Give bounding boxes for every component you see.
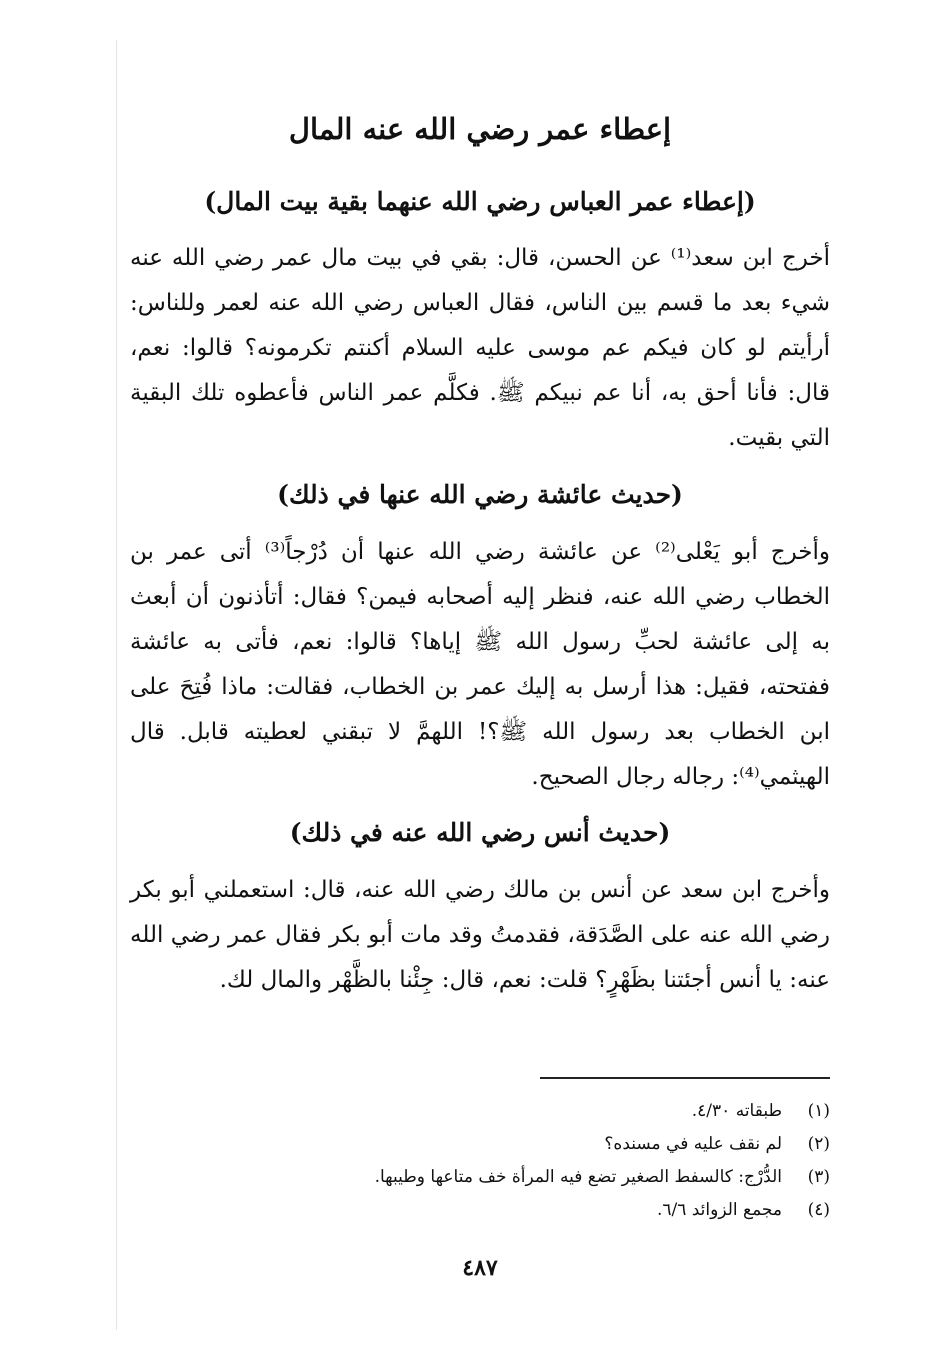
footnotes-list bbox=[300, 1095, 830, 1227]
footnote-item bbox=[300, 1128, 830, 1161]
footnote-number: (٤) bbox=[807, 1200, 830, 1220]
footnote-text: طبقاته ٤/٣٠. bbox=[691, 1101, 782, 1121]
footnote-item bbox=[300, 1161, 830, 1194]
section-heading-anas: (حديث أنس رضي الله عنه في ذلك) bbox=[289, 818, 671, 847]
paragraph-abbas: أخرج ابن سعد⁽¹⁾ عن الحسن، قال: بقي في بيت مال عمر رضي الله عنه شيء بعد ما قسم بين الناس، فقال العباس رضي الله عنه لعمر وللناس: أرأيتم لو كان فيكم عم موسى عليه السلام أكنتم تكرمونه؟ قالوا: نعم، قال: فأنا أحق به، أنا عم نبيكم ﷺ. فكلَّم عمر الناس فأعطوه تلك البقية التي بقيت. bbox=[130, 245, 831, 451]
page-title: إعطاء عمر رضي الله عنه المال bbox=[288, 112, 672, 146]
footnote-text: الدُّرْج: كالسفط الصغير تضع فيه المرأة خف متاعها وطيبها. bbox=[374, 1167, 782, 1187]
section-heading-abbas: (إعطاء عمر العباس رضي الله عنهما بقية بيت المال) bbox=[204, 187, 756, 216]
footnote-text: لم نقف عليه في مسنده؟ bbox=[604, 1134, 782, 1154]
scan-edge-line bbox=[116, 40, 117, 1330]
paragraph-anas: وأخرج ابن سعد عن أنس بن مالك رضي الله عنه، قال: استعملني أبو بكر رضي الله عنه على الصَّدَقة، فقدمتُ وقد مات أبو بكر فقال عمر رضي الله عنه: يا أنس أجئتنا بظَهْرٍ؟ قلت: نعم، قال: جِئْنا بالظَّهْر والمال لك. bbox=[130, 877, 830, 993]
footnote-separator bbox=[540, 1077, 830, 1079]
paragraph-aisha: وأخرج أبو يَعْلى⁽²⁾ عن عائشة رضي الله عنها أن دُرْجاً⁽³⁾ أتى عمر بن الخطاب رضي الله عنه، فنظر إليه أصحابه فيمن؟ فقال: أتأذنون أن أبعث به إلى عائشة لحبِّ رسول الله ﷺ إياها؟ قالوا: نعم، فأتى به عائشة ففتحته، فقيل: هذا أرسل به إليك عمر بن الخطاب، فقالت: ماذا فُتِحَ على ابن الخطاب بعد رسول الله ﷺ؟! اللهمَّ لا تبقني لعطيته قابل. قال الهيثمي⁽⁴⁾: رجاله رجال الصحيح. bbox=[130, 539, 831, 790]
footnote-item bbox=[300, 1095, 830, 1128]
page-number: ٤٨٧ bbox=[462, 1255, 498, 1281]
footnote-text: مجمع الزوائد ٦/٦. bbox=[656, 1200, 782, 1220]
footnote-number: (٢) bbox=[807, 1134, 830, 1154]
footnote-item bbox=[300, 1194, 830, 1227]
footnote-number: (١) bbox=[807, 1101, 830, 1121]
section-heading-aisha: (حديث عائشة رضي الله عنها في ذلك) bbox=[277, 480, 683, 509]
footnote-number: (٣) bbox=[807, 1167, 830, 1187]
